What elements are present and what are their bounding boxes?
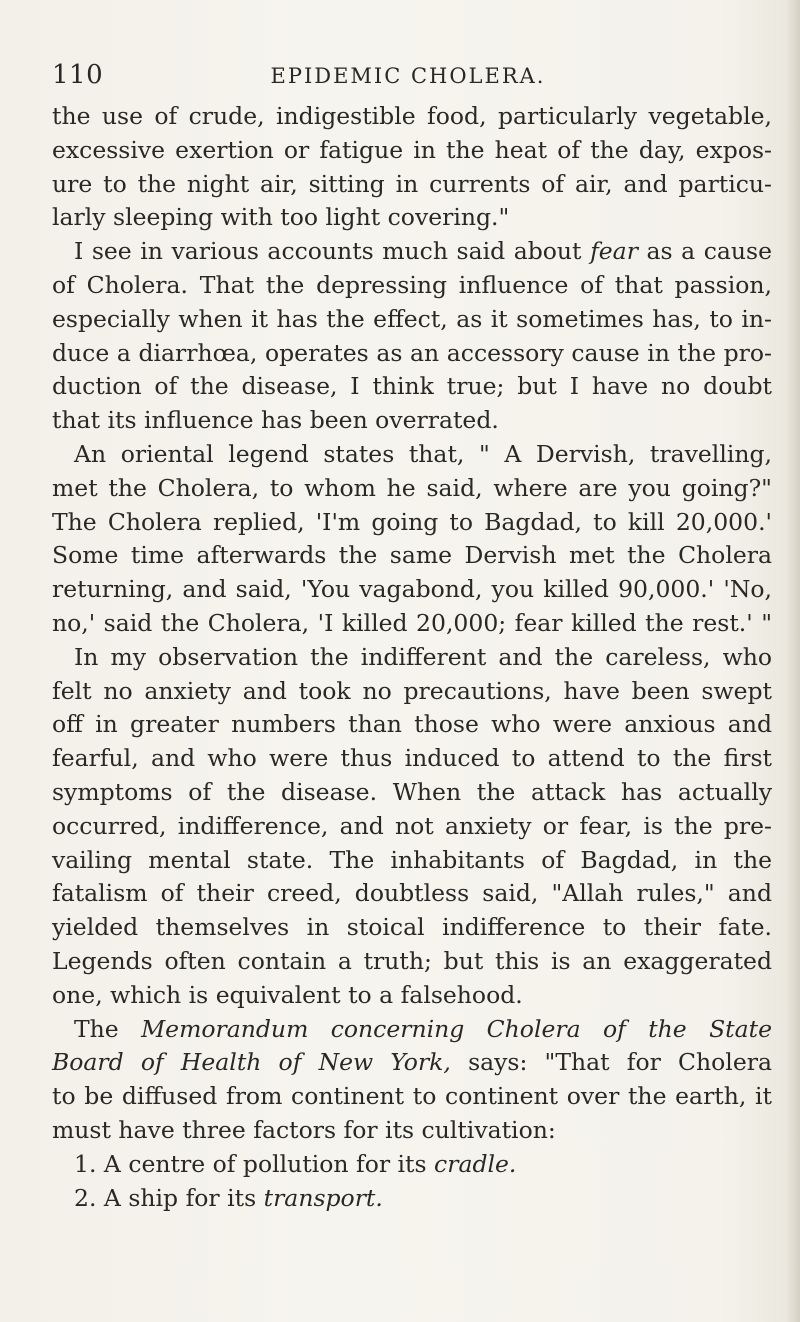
- text-line: symptoms of the disease. When the attack has actually: [52, 777, 772, 806]
- body-text: [52, 100, 772, 1215]
- text-line: off in greater numbers than those who were anxious and: [52, 710, 772, 739]
- text-line: occurred, indifference, and not anxiety or fear, is the pre-: [52, 811, 772, 840]
- text-line: [52, 1046, 772, 1080]
- emphasis: Memorandum concerning Cholera of the State: [141, 1014, 772, 1043]
- emphasis: Board of Health of New York,: [52, 1048, 451, 1077]
- text-line: one, which is equivalent to a falsehood.: [52, 980, 523, 1009]
- text-line: that its influence has been overrated.: [52, 406, 499, 435]
- emphasis: transport.: [263, 1183, 383, 1212]
- text-line: In my observation the indifferent and the careless, who: [74, 642, 772, 671]
- text-line: Legends often contain a truth; but this is an exaggerated: [52, 946, 772, 975]
- list-item: [52, 1182, 772, 1216]
- paragraph: [52, 438, 772, 641]
- page-number: 110: [52, 60, 104, 90]
- text-line: The Cholera replied, 'I'm going to Bagdad, to kill 20,000.': [52, 507, 772, 536]
- text-line: fearful, and who were thus induced to attend to the first: [52, 744, 772, 773]
- text-span: A centre of pollution for its: [103, 1149, 427, 1178]
- text-span: as a cause: [646, 237, 772, 266]
- text-line: felt no anxiety and took no precautions, have been swept: [52, 676, 772, 705]
- text-line: fatalism of their creed, doubtless said, "Allah rules," and: [52, 879, 772, 908]
- list-number: 1.: [74, 1149, 97, 1178]
- text-line: of Cholera. That the depressing influence of that passion,: [52, 270, 772, 299]
- text-line: duction of the disease, I think true; but I have no doubt: [52, 372, 772, 401]
- paragraph: [52, 641, 772, 1013]
- text-line: duce a diarrhœa, operates as an accessory cause in the pro-: [52, 338, 772, 367]
- text-line: to be diffused from continent to continent over the earth, it: [52, 1082, 772, 1111]
- list-number: 2.: [74, 1183, 97, 1212]
- text-line: [52, 235, 772, 269]
- page-header: [52, 60, 764, 94]
- paragraph: [52, 100, 772, 235]
- text-line: vailing mental state. The inhabitants of Bagdad, in the: [52, 845, 772, 874]
- text-span: says: "That for Cholera: [468, 1048, 772, 1077]
- text-line: no,' said the Cholera, 'I killed 20,000; fear killed the rest.' ": [52, 608, 772, 637]
- text-span: The: [74, 1014, 119, 1043]
- page-edge-shadow: [786, 0, 800, 1322]
- text-span: I see in various accounts much said about: [74, 237, 582, 266]
- text-line: must have three factors for its cultivation:: [52, 1115, 556, 1144]
- paragraph: [52, 235, 772, 438]
- running-title: EPIDEMIC CHOLERA.: [270, 64, 546, 88]
- emphasis: fear: [590, 237, 638, 266]
- list-item: [52, 1148, 772, 1182]
- text-span: A ship for its: [103, 1183, 257, 1212]
- text-line: larly sleeping with too light covering.": [52, 203, 510, 232]
- text-line: Some time afterwards the same Dervish met the Cholera: [52, 541, 772, 570]
- numbered-list: [52, 1148, 772, 1216]
- text-line: An oriental legend states that, " A Dervish, travelling,: [74, 439, 772, 468]
- text-line: the use of crude, indigestible food, particularly vegetable,: [52, 102, 772, 130]
- emphasis: cradle.: [434, 1149, 517, 1178]
- text-line: excessive exertion or fatigue in the heat of the day, expos-: [52, 135, 772, 164]
- text-line: returning, and said, 'You vagabond, you killed 90,000.' 'No,: [52, 575, 772, 604]
- text-line: [52, 1013, 772, 1047]
- text-line: ure to the night air, sitting in currents of air, and particu-: [52, 169, 772, 198]
- paragraph: [52, 1013, 772, 1148]
- text-line: yielded themselves in stoical indifference to their fate.: [52, 913, 772, 942]
- text-line: especially when it has the effect, as it sometimes has, to in-: [52, 304, 772, 333]
- text-line: met the Cholera, to whom he said, where are you going?": [52, 473, 772, 502]
